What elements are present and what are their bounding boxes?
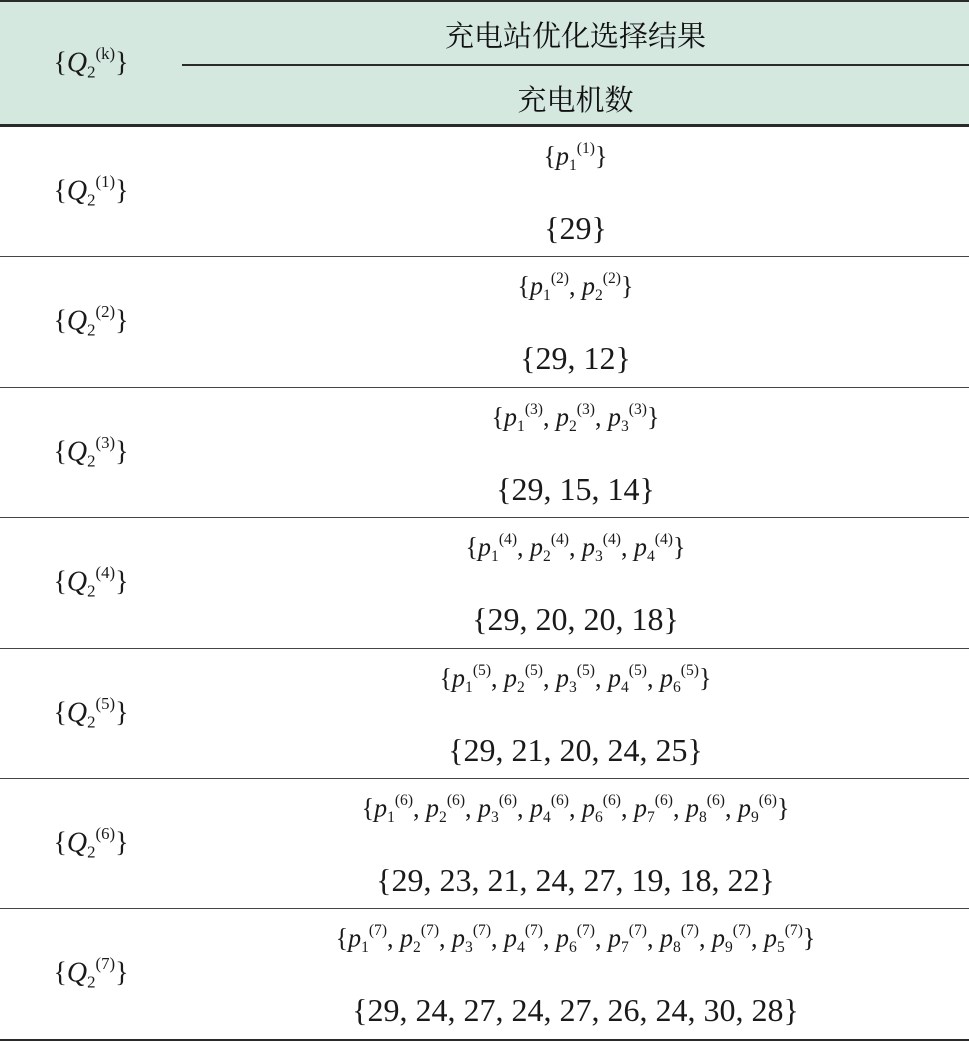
header-col0-label: $\{Q_2^{(k)}\}$ <box>53 44 129 82</box>
row-label: $\{Q_2^{(5)}\}$ <box>53 693 129 732</box>
row-separator <box>0 256 969 257</box>
header-divider <box>182 64 969 66</box>
row-symbols: {$p_1^{(2)}$, $p_2^{(2)}$} <box>517 270 634 305</box>
row-symbols: {$p_1^{(5)}$, $p_2^{(5)}$, $p_3^{(5)}$, $p_4^{(5)}$, $p_6^{(5)}$} <box>439 661 712 696</box>
row-label: $\{Q_2^{(2)}\}$ <box>53 302 129 340</box>
row-label: $\{Q_2^{(4)}\}$ <box>53 563 129 601</box>
row-label: $\{Q_2^{(3)}\}$ <box>53 432 129 471</box>
row-symbols: {$p_1^{(3)}$, $p_2^{(3)}$, $p_3^{(3)}$} <box>491 400 660 435</box>
row-separator <box>0 517 969 518</box>
row-separator <box>0 648 969 649</box>
header-bottom-rule <box>0 124 969 127</box>
header-group-title: 充电站优化选择结果 <box>444 19 706 53</box>
row-values: {29, 21, 20, 24, 25} <box>448 731 703 768</box>
header-sub-title: 充电机数 <box>517 83 634 117</box>
row-values: {29, 20, 20, 18} <box>472 601 679 638</box>
row-values: {29, 12} <box>520 340 631 377</box>
row-symbols: {$p_1^{(6)}$, $p_2^{(6)}$, $p_3^{(6)}$, $p_4^{(6)}$, $p_6^{(6)}$, $p_7^{(6)}$, $p_8^{(6)}$, $p_9^{(6)}$} <box>361 792 790 827</box>
row-label: $\{Q_2^{(6)}\}$ <box>53 824 129 862</box>
row-label: $\{Q_2^{(1)}\}$ <box>53 172 129 210</box>
row-symbols: {$p_1^{(7)}$, $p_2^{(7)}$, $p_3^{(7)}$, $p_4^{(7)}$, $p_6^{(7)}$, $p_7^{(7)}$, $p_8^{(7)}$, $p_9^{(7)}$, $p_5^{(7)}$} <box>335 922 816 957</box>
row-separator <box>0 908 969 909</box>
row-values: {29} <box>544 210 607 246</box>
row-symbols: {$p_1^{(4)}$, $p_2^{(4)}$, $p_3^{(4)}$, $p_4^{(4)}$} <box>465 531 686 566</box>
row-symbols: $\{p_1^{(1)}\}$ <box>543 140 608 175</box>
row-values: {29, 23, 21, 24, 27, 19, 18, 22} <box>376 862 775 898</box>
row-label: $\{Q_2^{(7)}\}$ <box>53 954 129 992</box>
row-separator <box>0 387 969 388</box>
row-separator <box>0 778 969 779</box>
row-values: {29, 15, 14} <box>496 470 655 507</box>
row-values: {29, 24, 27, 24, 27, 26, 24, 30, 28} <box>352 992 799 1029</box>
table-bottom-rule <box>0 1039 969 1041</box>
